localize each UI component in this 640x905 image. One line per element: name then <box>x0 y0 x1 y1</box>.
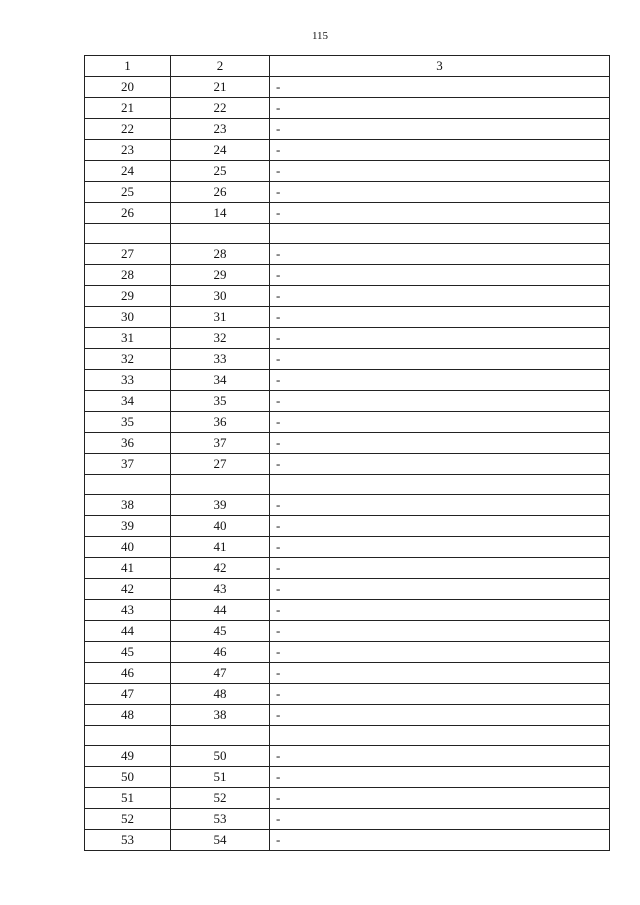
table-cell-3: - <box>270 684 610 705</box>
table-cell-3: - <box>270 328 610 349</box>
table-cell-3: - <box>270 119 610 140</box>
table-row <box>85 98 610 119</box>
table-cell-1: 50 <box>85 767 171 788</box>
table-cell-1: 27 <box>85 244 171 265</box>
table-row <box>85 119 610 140</box>
table-cell-1: 35 <box>85 412 171 433</box>
table-cell-3: - <box>270 140 610 161</box>
table-cell-2: 29 <box>171 265 270 286</box>
table-cell-2: 32 <box>171 328 270 349</box>
table-cell-2: 31 <box>171 307 270 328</box>
table-row <box>85 244 610 265</box>
table-cell-1: 40 <box>85 537 171 558</box>
table-row <box>85 433 610 454</box>
column-header-2: 2 <box>171 56 270 77</box>
table-cell-3: - <box>270 370 610 391</box>
table-row <box>85 454 610 475</box>
table-cell-1: 43 <box>85 600 171 621</box>
table-cell-1: 47 <box>85 684 171 705</box>
table-cell-2: 48 <box>171 684 270 705</box>
table-cell-3: - <box>270 746 610 767</box>
table-cell-3: - <box>270 161 610 182</box>
table-cell-2: 43 <box>171 579 270 600</box>
table-cell-1: 41 <box>85 558 171 579</box>
table-row <box>85 182 610 203</box>
column-header-3: 3 <box>270 56 610 77</box>
table-row <box>85 579 610 600</box>
table-row <box>85 203 610 224</box>
table-cell-1: 20 <box>85 77 171 98</box>
table-cell-1: 28 <box>85 265 171 286</box>
table-cell-2: 51 <box>171 767 270 788</box>
table-cell-2: 35 <box>171 391 270 412</box>
table-cell-2: 50 <box>171 746 270 767</box>
header-row <box>85 56 610 77</box>
table-cell-1 <box>85 475 171 495</box>
table-row <box>85 412 610 433</box>
table-cell-3: - <box>270 244 610 265</box>
table-cell-2: 52 <box>171 788 270 809</box>
table-cell-1: 38 <box>85 495 171 516</box>
table-cell-3 <box>270 475 610 495</box>
table-cell-1: 33 <box>85 370 171 391</box>
table-cell-1: 36 <box>85 433 171 454</box>
table-cell-1: 25 <box>85 182 171 203</box>
table-row <box>85 767 610 788</box>
table-cell-3 <box>270 726 610 746</box>
table-cell-3: - <box>270 516 610 537</box>
table-cell-2: 23 <box>171 119 270 140</box>
table-cell-1 <box>85 224 171 244</box>
table-cell-3: - <box>270 433 610 454</box>
table-cell-3: - <box>270 537 610 558</box>
table-cell-2 <box>171 224 270 244</box>
table-cell-3: - <box>270 788 610 809</box>
table-cell-1: 46 <box>85 663 171 684</box>
table-cell-2: 22 <box>171 98 270 119</box>
table-cell-3: - <box>270 495 610 516</box>
table-cell-1: 29 <box>85 286 171 307</box>
table-row <box>85 600 610 621</box>
table-cell-1: 30 <box>85 307 171 328</box>
table-cell-3: - <box>270 579 610 600</box>
table-cell-1: 44 <box>85 621 171 642</box>
table-cell-1: 22 <box>85 119 171 140</box>
table-cell-2: 27 <box>171 454 270 475</box>
table-row <box>85 684 610 705</box>
table-cell-2 <box>171 475 270 495</box>
table-cell-1: 45 <box>85 642 171 663</box>
table-row <box>85 391 610 412</box>
table-cell-3: - <box>270 307 610 328</box>
table-row <box>85 286 610 307</box>
table-cell-3: - <box>270 182 610 203</box>
table-row <box>85 705 610 726</box>
table-cell-2: 30 <box>171 286 270 307</box>
table-row <box>85 558 610 579</box>
table-row <box>85 495 610 516</box>
table-cell-1: 26 <box>85 203 171 224</box>
table-cell-2: 45 <box>171 621 270 642</box>
table-cell-1: 24 <box>85 161 171 182</box>
table-cell-2: 24 <box>171 140 270 161</box>
table-cell-1: 52 <box>85 809 171 830</box>
page-number: 115 <box>311 30 329 42</box>
table-cell-2: 40 <box>171 516 270 537</box>
table-cell-2: 33 <box>171 349 270 370</box>
column-header-1: 1 <box>85 56 171 77</box>
table-cell-1: 23 <box>85 140 171 161</box>
table-row <box>85 349 610 370</box>
table-row <box>85 830 610 851</box>
table-cell-2: 34 <box>171 370 270 391</box>
table-row <box>85 265 610 286</box>
table-cell-3: - <box>270 98 610 119</box>
table-cell-3: - <box>270 767 610 788</box>
table-cell-1: 31 <box>85 328 171 349</box>
table-row <box>85 726 610 746</box>
table-cell-2: 36 <box>171 412 270 433</box>
table-cell-2: 47 <box>171 663 270 684</box>
table-cell-3: - <box>270 705 610 726</box>
table-cell-1: 21 <box>85 98 171 119</box>
table-cell-3: - <box>270 454 610 475</box>
table-row <box>85 77 610 98</box>
table-cell-1: 49 <box>85 746 171 767</box>
table-row <box>85 746 610 767</box>
table-row <box>85 537 610 558</box>
table-cell-1: 37 <box>85 454 171 475</box>
table-cell-2: 44 <box>171 600 270 621</box>
table-row <box>85 328 610 349</box>
table-cell-3: - <box>270 265 610 286</box>
table-cell-2: 54 <box>171 830 270 851</box>
table-cell-3: - <box>270 830 610 851</box>
table-cell-1: 48 <box>85 705 171 726</box>
table-cell-2: 39 <box>171 495 270 516</box>
table-row <box>85 140 610 161</box>
table-cell-3: - <box>270 203 610 224</box>
table-cell-3: - <box>270 558 610 579</box>
table-row <box>85 516 610 537</box>
table-row <box>85 161 610 182</box>
data-table <box>84 55 610 851</box>
table-cell-3: - <box>270 621 610 642</box>
table-cell-2: 41 <box>171 537 270 558</box>
table-row <box>85 621 610 642</box>
table-cell-3: - <box>270 663 610 684</box>
table-row <box>85 642 610 663</box>
table-cell-2: 25 <box>171 161 270 182</box>
table-cell-3: - <box>270 77 610 98</box>
table-cell-3: - <box>270 286 610 307</box>
table-cell-2: 38 <box>171 705 270 726</box>
table-cell-1: 34 <box>85 391 171 412</box>
table-row <box>85 307 610 328</box>
table-row <box>85 475 610 495</box>
table-cell-1 <box>85 726 171 746</box>
table-cell-2: 14 <box>171 203 270 224</box>
table-cell-3: - <box>270 391 610 412</box>
table-cell-2: 26 <box>171 182 270 203</box>
table-cell-2: 53 <box>171 809 270 830</box>
table-row <box>85 370 610 391</box>
table-row <box>85 809 610 830</box>
table-cell-1: 39 <box>85 516 171 537</box>
table-cell-1: 32 <box>85 349 171 370</box>
table-cell-3: - <box>270 600 610 621</box>
table-row <box>85 224 610 244</box>
table-cell-2: 21 <box>171 77 270 98</box>
table-cell-3: - <box>270 349 610 370</box>
table-cell-3: - <box>270 809 610 830</box>
table-row <box>85 788 610 809</box>
table-cell-2 <box>171 726 270 746</box>
table-cell-3: - <box>270 642 610 663</box>
table-cell-2: 28 <box>171 244 270 265</box>
table-cell-1: 53 <box>85 830 171 851</box>
table-cell-1: 42 <box>85 579 171 600</box>
table-cell-2: 46 <box>171 642 270 663</box>
table-cell-3 <box>270 224 610 244</box>
table-row <box>85 663 610 684</box>
table-cell-3: - <box>270 412 610 433</box>
table-body <box>85 77 610 851</box>
table-cell-2: 37 <box>171 433 270 454</box>
table-cell-2: 42 <box>171 558 270 579</box>
table-cell-1: 51 <box>85 788 171 809</box>
